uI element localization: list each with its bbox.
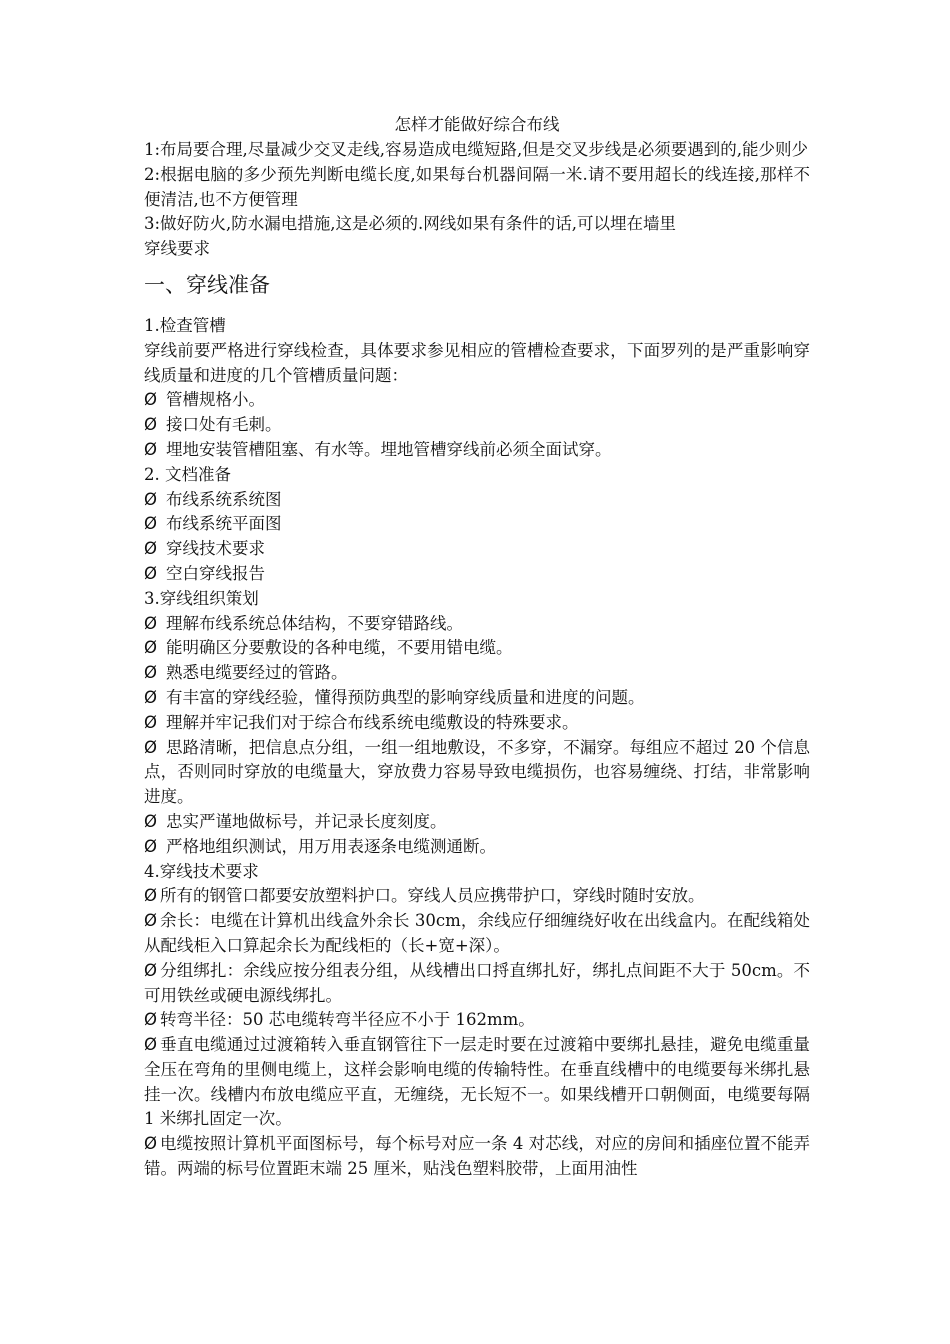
list-item	[144, 636, 810, 661]
list-item	[144, 413, 810, 438]
list-item-text: 忠实严谨地做标号，并记录长度刻度。	[166, 811, 447, 831]
list-item	[144, 835, 810, 860]
list-item-text: 布线系统平面图	[166, 514, 282, 534]
list-item	[144, 612, 810, 637]
bullet-mark: Ø	[144, 737, 157, 757]
list-item	[144, 810, 810, 835]
document-body	[144, 112, 810, 1182]
bullet-mark: Ø	[144, 638, 157, 658]
bullet-mark: Ø	[144, 687, 157, 707]
list-item-text: 所有的钢管口都要安放塑料护口。穿线人员应携带护口，穿线时随时安放。	[160, 886, 705, 906]
list-item-text: 理解布线系统总体结构，不要穿错路线。	[166, 613, 463, 633]
sub2-heading: 2. 文档准备	[144, 464, 231, 484]
intro-item-1: 1:布局要合理,尽量减少交叉走线,容易造成电缆短路,但是交叉步线是必须要遇到的,能少则少	[144, 140, 809, 159]
list-item-text: 埋地安装管槽阻塞、有水等。埋地管槽穿线前必须全面试穿。	[166, 439, 612, 459]
sub1-heading: 1.检查管槽	[144, 315, 226, 335]
list-item	[144, 1132, 810, 1182]
intro-subtitle: 穿线要求	[144, 239, 210, 259]
section-heading: 一、穿线准备	[144, 272, 270, 297]
list-item-text: 穿线技术要求	[166, 539, 265, 559]
bullet-mark: Ø	[144, 563, 157, 583]
list-item-text: 严格地组织测试，用万用表逐条电缆测通断。	[166, 836, 496, 856]
list-item	[144, 537, 810, 562]
list-item-text: 有丰富的穿线经验，懂得预防典型的影响穿线质量和进度的问题。	[166, 687, 645, 707]
list-item	[144, 438, 810, 463]
bullet-mark: Ø	[144, 960, 157, 980]
bullet-mark: Ø	[144, 911, 157, 931]
sub3-heading: 3.穿线组织策划	[144, 588, 259, 608]
list-item	[144, 711, 810, 736]
list-item-text: 能明确区分要敷设的各种电缆，不要用错电缆。	[166, 638, 513, 658]
list-item-text: 熟悉电缆要经过的管路。	[166, 663, 348, 683]
list-item	[144, 388, 810, 413]
list-item	[144, 884, 810, 909]
bullet-mark: Ø	[144, 1134, 157, 1154]
list-item	[144, 488, 810, 513]
list-item-text: 分组绑扎：余线应按分组表分组，从线槽出口捋直绑扎好，绑扎点间距不大于 50cm。不可用铁丝或硬电源线绑扎。	[144, 960, 810, 1005]
bullet-mark: Ø	[144, 811, 157, 831]
list-item-text: 布线系统系统图	[166, 489, 282, 509]
list-item-text: 接口处有毛刺。	[166, 415, 282, 435]
list-item-text: 垂直电缆通过过渡箱转入垂直钢管往下一层走时要在过渡箱中要绑扎悬挂，避免电缆重量全压在弯角的里侧电缆上，这样会影响电缆的传输特性。在垂直线槽中的电缆要每米绑扎悬挂一次。线槽内布放电缆应平直，无缠绕，无长短不一。如果线槽开口朝侧面，电缆要每隔 1 米绑扎固定一次。	[144, 1035, 810, 1129]
list-item-text: 思路清晰，把信息点分组，一组一组地敷设，不多穿，不漏穿。每组应不超过 20 个信息点，否则同时穿放的电缆量大，穿放费力容易导致电缆损伤，也容易缠绕、打结，非常影响进度。	[144, 737, 810, 807]
bullet-mark: Ø	[144, 1035, 157, 1055]
bullet-mark: Ø	[144, 514, 157, 534]
list-item	[144, 959, 810, 1009]
list-item	[144, 1008, 810, 1033]
bullet-mark: Ø	[144, 613, 157, 633]
list-item	[144, 661, 810, 686]
list-item	[144, 736, 810, 810]
bullet-mark: Ø	[144, 415, 157, 435]
bullet-mark: Ø	[144, 390, 157, 410]
list-item-text: 电缆按照计算机平面图标号，每个标号对应一条 4 对芯线，对应的房间和插座位置不能弄错。两端的标号位置距末端 25 厘米，贴浅色塑料胶带，上面用油性	[144, 1134, 810, 1179]
bullet-mark: Ø	[144, 712, 157, 732]
list-item-text: 管槽规格小。	[166, 390, 265, 410]
list-item-text: 空白穿线报告	[166, 563, 265, 583]
sub4-heading: 4.穿线技术要求	[144, 861, 259, 881]
intro-item-2: 2:根据电脑的多少预先判断电缆长度,如果每台机器间隔一米.请不要用超长的线连接,那样不便清洁,也不方便管理	[144, 164, 810, 209]
bullet-mark: Ø	[144, 886, 157, 906]
sub1-paragraph: 穿线前要严格进行穿线检查，具体要求参见相应的管槽检查要求，下面罗列的是严重影响穿线质量和进度的几个管槽质量问题：	[144, 340, 810, 385]
list-item	[144, 562, 810, 587]
intro-item-3: 3:做好防火,防水漏电措施,这是必须的.网线如果有条件的话,可以埋在墙里	[144, 214, 677, 234]
list-item	[144, 909, 810, 959]
bullet-mark: Ø	[144, 489, 157, 509]
list-item-text: 理解并牢记我们对于综合布线系统电缆敷设的特殊要求。	[166, 712, 579, 732]
bullet-mark: Ø	[144, 663, 157, 683]
bullet-mark: Ø	[144, 836, 157, 856]
list-item	[144, 1033, 810, 1132]
bullet-mark: Ø	[144, 439, 157, 459]
list-item-text: 余长：电缆在计算机出线盒外余长 30cm，余线应仔细缠绕好收在出线盒内。在配线箱处从配线柜入口算起余长为配线柜的（长+宽+深）。	[144, 911, 810, 955]
list-item	[144, 512, 810, 537]
bullet-mark: Ø	[144, 1010, 157, 1030]
list-item-text: 转弯半径：50 芯电缆转弯半径应不小于 162mm。	[160, 1010, 535, 1030]
list-item	[144, 686, 810, 711]
document-title: 怎样才能做好综合布线	[394, 115, 560, 134]
bullet-mark: Ø	[144, 539, 157, 559]
